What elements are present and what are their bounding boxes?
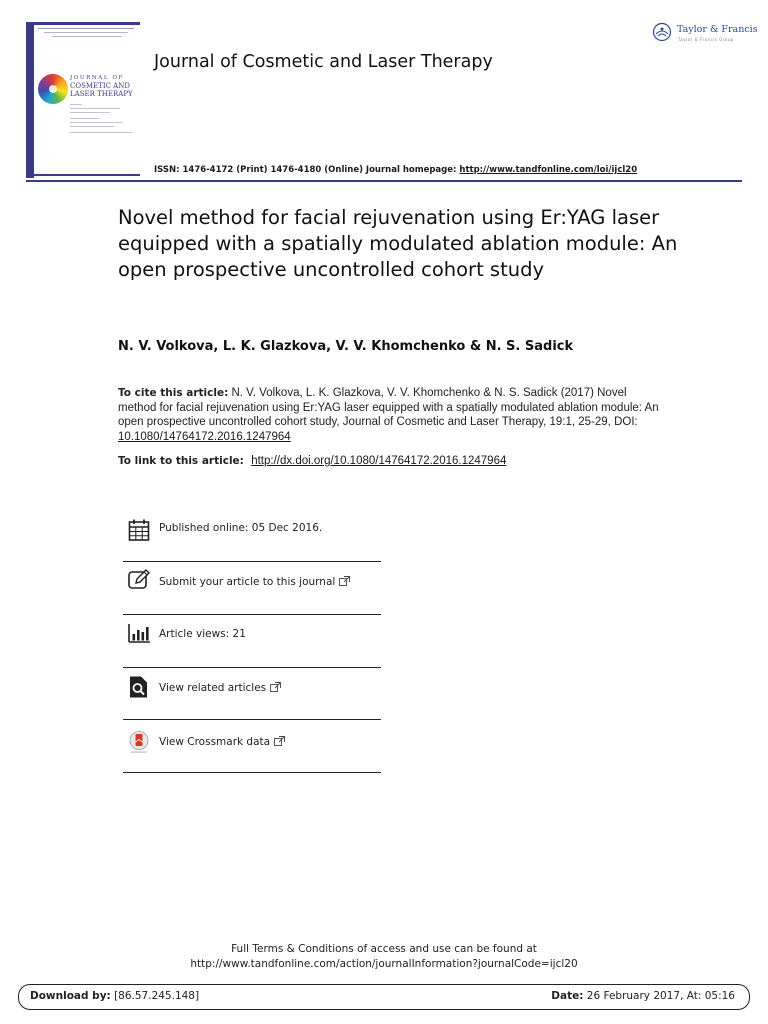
article-authors: N. V. Volkova, L. K. Glazkova, V. V. Khomchenko & N. S. Sadick [118, 339, 574, 354]
article-title: Novel method for facial rejuvenation using Er:YAG laser equipped with a spatially modulated ablation module: An open prospective uncontrolled cohort study [118, 206, 678, 281]
related-document-search-icon [127, 675, 151, 699]
date-value: 26 February 2017, At: 05:16 [586, 990, 735, 1002]
cover-decor-line [70, 126, 114, 127]
related-articles-link[interactable]: View related articles [159, 682, 281, 694]
cover-title-line: COSMETIC AND [70, 82, 130, 90]
cover-decor-line [52, 36, 122, 37]
article-views-text: Article views: 21 [159, 628, 246, 640]
download-by [30, 990, 199, 1002]
external-link-icon [274, 736, 285, 746]
header-divider [26, 180, 742, 182]
cover-decor-line [70, 132, 132, 133]
journal-homepage-link[interactable]: http://www.tandfonline.com/loi/ijcl20 [459, 165, 638, 175]
cover-decor-line [44, 32, 128, 33]
crossmark-icon [127, 730, 151, 754]
publisher-subtitle: Taylor & Francis Group [678, 37, 734, 42]
cover-spine [26, 22, 34, 178]
calendar-icon [127, 518, 151, 542]
terms-url: http://www.tandfonline.com/action/journalInformation?journalCode=ijcl20 [190, 958, 578, 970]
article-doi-url-link[interactable]: http://dx.doi.org/10.1080/14764172.2016.1247964 [251, 455, 507, 467]
publisher-logo [652, 20, 758, 48]
cover-title-line: LASER THERAPY [70, 90, 133, 98]
external-link-icon [270, 682, 281, 692]
article-views-row [123, 615, 381, 668]
download-label: Download by: [30, 990, 111, 1002]
publisher-name: Taylor & Francis [677, 24, 758, 35]
cover-decor-line [70, 104, 82, 105]
submit-article-row[interactable] [123, 562, 381, 615]
external-link-icon [339, 576, 350, 586]
terms-notice [0, 942, 768, 972]
cover-bottom-rule [34, 174, 140, 176]
citation-label: To cite this article: [118, 387, 229, 399]
published-date-text: Published online: 05 Dec 2016. [159, 522, 323, 534]
issn-text: ISSN: 1476-4172 (Print) 1476-4180 (Online) Journal homepage: [154, 165, 457, 175]
edit-pencil-icon [127, 568, 151, 592]
crossmark-link[interactable]: View Crossmark data [159, 736, 285, 748]
issn-line [154, 165, 637, 175]
submit-article-link[interactable]: Submit your article to this journal [159, 576, 350, 588]
cover-decor-line [70, 118, 100, 119]
cover-decor-line [70, 108, 120, 109]
date-label: Date: [551, 990, 584, 1002]
download-date [551, 990, 735, 1002]
citation-block [118, 386, 663, 444]
article-link-label: To link to this article: [118, 455, 244, 467]
published-row [123, 512, 381, 562]
cover-color-wheel-logo [38, 74, 68, 104]
journal-cover-image [26, 22, 140, 178]
cover-decor-line [70, 122, 122, 123]
doi-link[interactable]: 10.1080/14764172.2016.1247964 [118, 430, 291, 443]
download-info-bar [18, 984, 750, 1010]
cover-decor-line [70, 112, 110, 113]
related-articles-row[interactable] [123, 668, 381, 720]
cover-title-line: JOURNAL OF [70, 75, 125, 81]
terms-line: Full Terms & Conditions of access and use can be found at [231, 943, 537, 955]
bar-chart-icon [127, 621, 151, 645]
cover-top-rule [34, 22, 140, 25]
taylor-francis-emblem-icon [652, 22, 672, 42]
journal-title: Journal of Cosmetic and Laser Therapy [154, 52, 493, 72]
cover-decor-line [38, 28, 134, 29]
crossmark-row[interactable] [123, 720, 381, 773]
article-link-line [118, 455, 506, 467]
download-ip: [86.57.245.148] [114, 990, 200, 1002]
citation-text: N. V. Volkova, L. K. Glazkova, V. V. Khomchenko & N. S. Sadick (2017) Novel method for facial rejuvenation using Er:YAG laser equipped with a spatially modulated ablation module: An open prospective uncontrolled cohort study, Journal of Cosmetic and Laser Therapy, 19:1, 25-29, DOI: [118, 387, 659, 428]
